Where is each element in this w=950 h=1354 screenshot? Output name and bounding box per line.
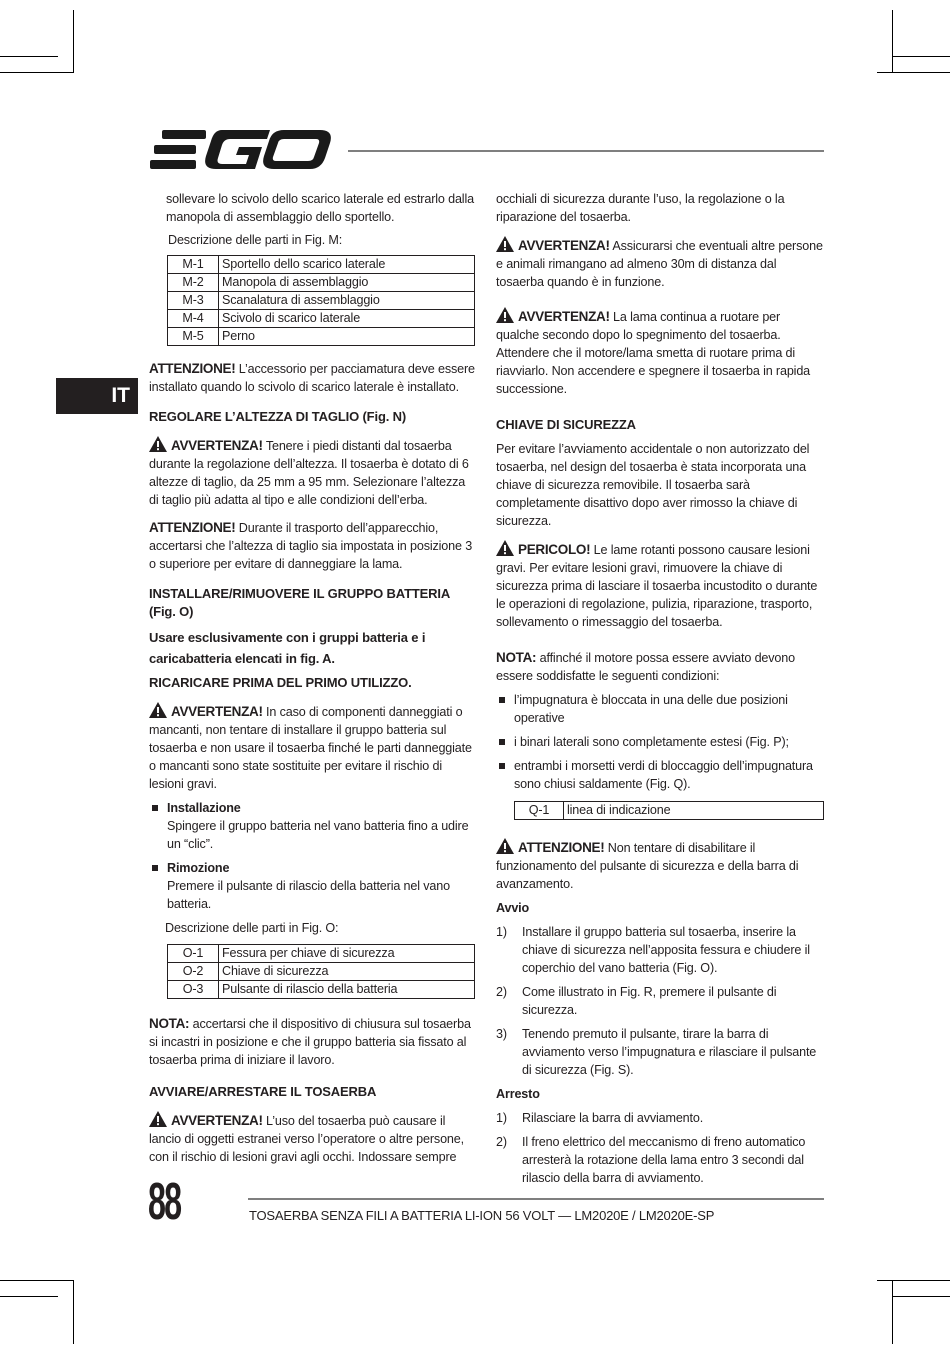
step-text: Come illustrato in Fig. R, premere il pulsante di sicurezza. xyxy=(522,985,777,1017)
list-item: i binari laterali sono completamente estesi (Fig. P); xyxy=(496,733,824,751)
list-item xyxy=(496,1109,824,1127)
crop-mark xyxy=(73,1280,74,1344)
attention-note-transport xyxy=(149,519,476,573)
warning-text: In caso di componenti danneggiati o mancanti, non tentare di installare il gruppo batteria sul tosaerba e non usare il tosaerba finché le parti danneggiate o mancanti sono state sostituite per evitare il rischio di lesioni gravi. xyxy=(149,705,472,791)
part-desc: Scivolo di scarico laterale xyxy=(219,310,475,328)
footer-title: TOSAERBA SENZA FILI A BATTERIA LI-ION 56 VOLT — LM2020E / LM2020E-SP xyxy=(249,1208,715,1223)
intro-text: sollevare lo scivolo dello scarico laterale ed estrarlo dalla manopola di assemblaggio dello sportello. xyxy=(166,192,474,224)
table-row xyxy=(168,256,475,274)
page-number: 88 xyxy=(148,1173,181,1231)
part-desc: Scanalatura di assemblaggio xyxy=(219,292,475,310)
fig-m-caption: Descrizione delle parti in Fig. M: xyxy=(168,233,343,247)
attention-safety-button xyxy=(496,838,824,893)
crop-mark xyxy=(892,10,893,72)
part-code: O-2 xyxy=(168,963,219,981)
ego-logo xyxy=(150,128,332,172)
bullet-title: Rimozione xyxy=(167,861,230,875)
fig-o-caption: Descrizione delle parti in Fig. O: xyxy=(165,921,339,935)
fig-o-table xyxy=(167,944,475,999)
continued-text: occhiali di sicurezza durante l’uso, la regolazione o la riparazione del tosaerba. xyxy=(496,192,785,224)
right-column xyxy=(496,190,824,1187)
crop-mark xyxy=(892,1280,893,1344)
step-number: 1) xyxy=(496,925,507,939)
table-row xyxy=(168,981,475,999)
warning-triangle-icon xyxy=(496,838,514,854)
step-text: Tenendo premuto il pulsante, tirare la barra di avviamento verso l’impugnatura e rilasciare il pulsante di sicurezza (Fig. S). xyxy=(522,1027,817,1077)
note-lock xyxy=(149,1015,476,1069)
part-code: M-3 xyxy=(168,292,219,310)
list-item xyxy=(496,983,824,1019)
table-row xyxy=(168,963,475,981)
note-tag: NOTA: xyxy=(496,650,537,665)
list-item: entrambi i morsetti verdi di bloccaggio dell’impugnatura sono chiusi saldamente (Fig. Q). xyxy=(496,757,824,793)
attention-tag: ATTENZIONE! xyxy=(149,361,236,376)
table-row xyxy=(168,310,475,328)
language-tab: IT xyxy=(56,378,138,414)
table-row xyxy=(168,292,475,310)
warning-blade-rotation xyxy=(496,307,824,398)
bullet-text: Premere il pulsante di rilascio della batteria nel vano batteria. xyxy=(167,879,450,911)
warning-text: Assicurarsi che eventuali altre persone e animali rimangano ad almeno 30m di distanza dal tosaerba quando è in funzione. xyxy=(496,239,823,289)
attention-note-mulching xyxy=(149,360,476,396)
warning-tag: AVVERTENZA! xyxy=(171,1113,263,1128)
warning-triangle-icon xyxy=(496,236,514,252)
fig-m-table xyxy=(167,255,475,346)
attention-text: Non tentare di disabilitare il funzionamento del pulsante di sicurezza e della barra di avanzamento. xyxy=(496,841,799,891)
list-item xyxy=(496,923,824,977)
heading-safety-key: CHIAVE DI SICUREZZA xyxy=(496,417,636,432)
bullet-text: Spingere il gruppo batteria nel vano batteria fino a udire un “clic”. xyxy=(167,819,469,851)
crop-mark xyxy=(73,10,74,72)
warning-damaged-parts xyxy=(149,702,476,793)
warning-tag: AVVERTENZA! xyxy=(518,309,610,324)
attention-text: L’accessorio per pacciamatura deve essere installato quando lo scivolo di scarico laterale è installato. xyxy=(149,362,475,394)
danger-notice xyxy=(496,540,824,631)
part-code: O-3 xyxy=(168,981,219,999)
warning-triangle-icon xyxy=(149,1111,167,1127)
part-desc: Pulsante di rilascio della batteria xyxy=(219,981,475,999)
footer-rule xyxy=(248,1198,824,1200)
warning-triangle-icon xyxy=(149,702,167,718)
table-row xyxy=(168,274,475,292)
bold-notice-chargers: Usare esclusivamente con i gruppi batteria e i caricabatteria elencati in fig. A. xyxy=(149,630,426,666)
step-text: Rilasciare la barra di avviamento. xyxy=(522,1111,704,1125)
step-number: 3) xyxy=(496,1027,507,1041)
step-number: 1) xyxy=(496,1111,507,1125)
part-code: M-2 xyxy=(168,274,219,292)
warning-triangle-icon xyxy=(496,307,514,323)
crop-mark xyxy=(892,56,950,57)
part-desc: linea di indicazione xyxy=(564,802,824,820)
crop-mark xyxy=(0,1296,58,1297)
left-column xyxy=(149,190,476,1166)
crop-mark xyxy=(0,72,74,73)
heading-start-stop: AVVIARE/ARRESTARE IL TOSAERBA xyxy=(149,1084,377,1099)
crop-mark xyxy=(0,56,58,57)
warning-tag: AVVERTENZA! xyxy=(518,238,610,253)
table-row xyxy=(515,802,824,820)
list-item xyxy=(149,859,476,913)
safety-key-text: Per evitare l’avviamento accidentale o non autorizzato del tosaerba, nel design del tosaerba è stata incorporata una chiave di sicurezza removibile. Il tosaerba sarà completamente disattivo dopo aver rimosso la chiave di sicurezza. xyxy=(496,442,810,528)
list-item xyxy=(496,1133,824,1187)
heading-battery: INSTALLARE/RIMUOVERE IL GRUPPO BATTERIA (Fig. O) xyxy=(149,586,450,619)
warning-tag: AVVERTENZA! xyxy=(171,438,263,453)
subheading-stop: Arresto xyxy=(496,1087,540,1101)
step-text: Il freno elettrico del meccanismo di freno automatico arresterà la rotazione della lama entro 3 secondi dal rilascio della barra di avviamento. xyxy=(522,1135,806,1185)
part-code: M-1 xyxy=(168,256,219,274)
note-text: affinché il motore possa essere avviato devono essere soddisfatte le seguenti condizioni: xyxy=(496,651,795,683)
attention-tag: ATTENZIONE! xyxy=(518,840,605,855)
warning-text: L’uso del tosaerba può causare il lancio di oggetti estranei verso l’operatore o altre persone, con il rischio di lesioni gravi agli occhi. Indossare sempre xyxy=(149,1114,464,1164)
heading-cutting-height: REGOLARE L’ALTEZZA DI TAGLIO (Fig. N) xyxy=(149,409,407,424)
warning-distance xyxy=(496,236,824,291)
header-rule xyxy=(348,150,824,152)
list-item: l’impugnatura è bloccata in una delle due posizioni operative xyxy=(496,691,824,727)
note-text: accertarsi che il dispositivo di chiusura sul tosaerba si incastri in posizione e che il gruppo batteria sia fissato al tosaerba prima di iniziare il lavoro. xyxy=(149,1017,471,1067)
subheading-start: Avvio xyxy=(496,901,530,915)
step-number: 2) xyxy=(496,1135,507,1149)
list-item xyxy=(149,799,476,853)
warning-eye-protection xyxy=(149,1111,476,1166)
part-code: M-5 xyxy=(168,328,219,346)
attention-text: Durante il trasporto dell’apparecchio, accertarsi che l’altezza di taglio sia impostata in posizione 3 o superiore per evitare di danneggiare la lama. xyxy=(149,521,473,571)
part-code: M-4 xyxy=(168,310,219,328)
crop-mark xyxy=(0,1280,74,1281)
warning-triangle-icon xyxy=(149,436,167,452)
part-desc: Fessura per chiave di sicurezza xyxy=(219,945,475,963)
table-row xyxy=(168,945,475,963)
step-text: Installare il gruppo batteria sul tosaerba, inserire la chiave di sicurezza nell’apposita fessura e chiudere il coperchio del vano batteria (Fig. O). xyxy=(522,925,810,975)
warning-text: La lama continua a ruotare per qualche secondo dopo lo spegnimento del tosaerba. Attendere che il motore/lama smetta di ruotare prima di riavviarlo. Non accendere e spegnere il tosaerba in rapida successione. xyxy=(496,310,811,396)
fig-q-table xyxy=(514,801,824,820)
list-item xyxy=(496,1025,824,1079)
note-conditions xyxy=(496,649,824,685)
part-desc: Sportello dello scarico laterale xyxy=(219,256,475,274)
part-code: O-1 xyxy=(168,945,219,963)
warning-text: Tenere i piedi distanti dal tosaerba durante la regolazione dell’altezza. Il tosaerba è dotato di 6 altezze di taglio, da 25 mm a 95 mm. Selezionare l’altezza di taglio più adatta al tipo e alle condizioni dell’erba. xyxy=(149,439,469,507)
warning-cutting-height xyxy=(149,436,476,509)
warning-tag: AVVERTENZA! xyxy=(171,704,263,719)
crop-mark xyxy=(877,72,950,73)
part-desc: Perno xyxy=(219,328,475,346)
part-code: Q-1 xyxy=(515,802,564,820)
danger-tag: PERICOLO! xyxy=(518,542,591,557)
warning-triangle-icon xyxy=(496,540,514,556)
crop-mark xyxy=(892,1296,950,1297)
danger-text: Le lame rotanti possono causare lesioni gravi. Per evitare lesioni gravi, rimuovere la chiave di sicurezza prima di lasciare il tosaerba incustodito o durante le operazioni di regolazione, pulizia, riparazione, trasporto, sollevamento o rimessaggio del tosaerba. xyxy=(496,543,818,629)
step-number: 2) xyxy=(496,985,507,999)
attention-tag: ATTENZIONE! xyxy=(149,520,236,535)
crop-mark xyxy=(877,1280,950,1281)
bullet-title: Installazione xyxy=(167,801,241,815)
note-tag: NOTA: xyxy=(149,1016,190,1031)
bold-notice-charge: RICARICARE PRIMA DEL PRIMO UTILIZZO. xyxy=(149,675,412,690)
table-row xyxy=(168,328,475,346)
part-desc: Manopola di assemblaggio xyxy=(219,274,475,292)
part-desc: Chiave di sicurezza xyxy=(219,963,475,981)
